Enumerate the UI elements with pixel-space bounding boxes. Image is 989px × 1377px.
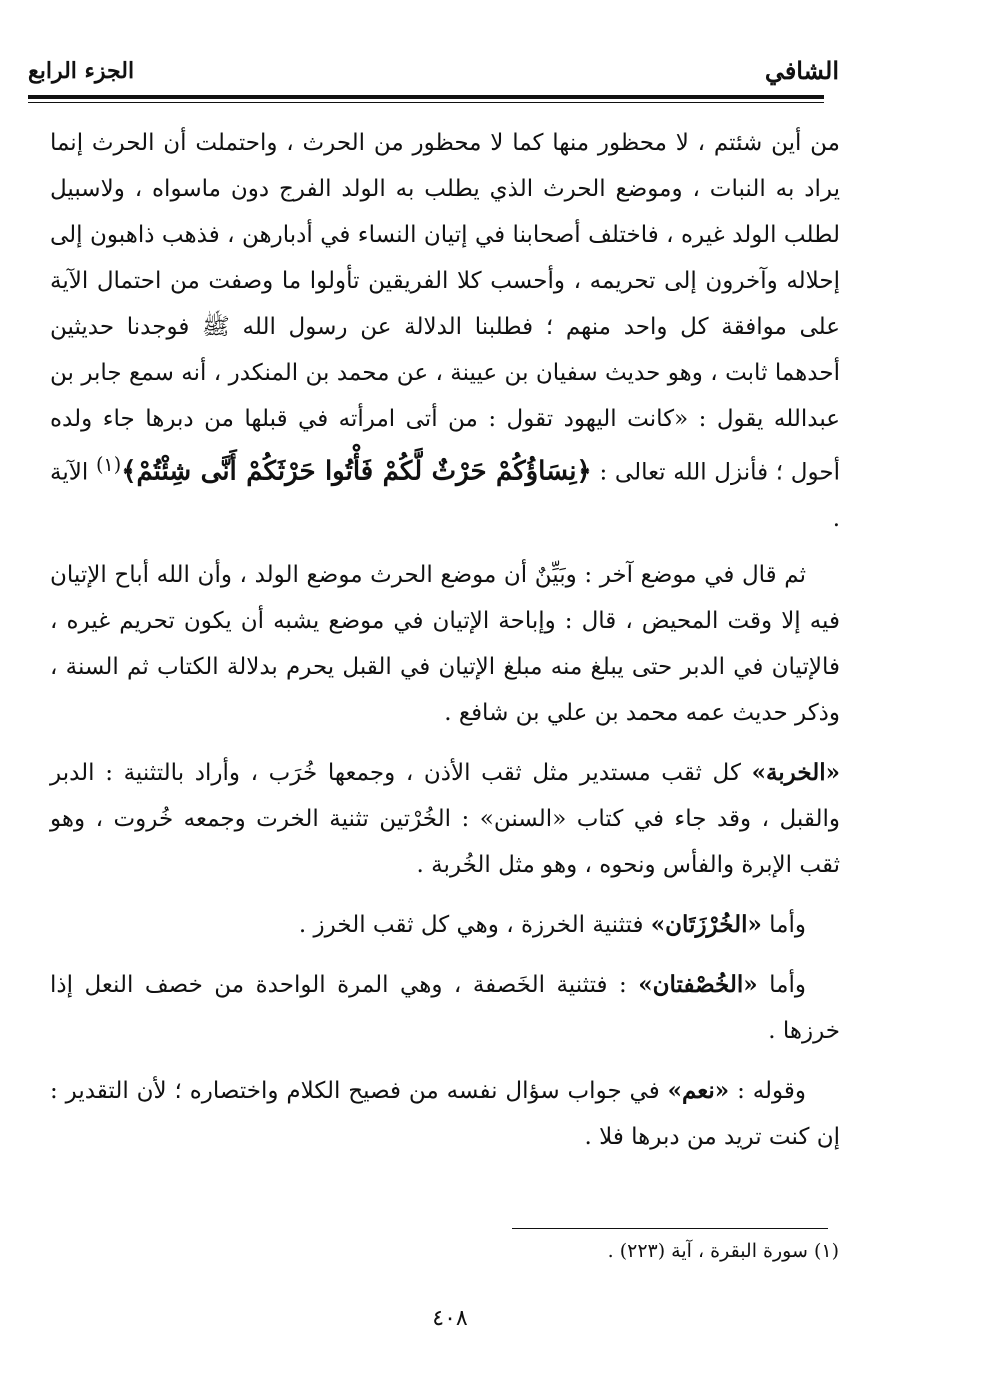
glossary-term: «الخُصْفتان»: [638, 970, 758, 998]
paragraph-text: فتثنية الخرزة ، وهي كل ثقب الخرز .: [298, 911, 644, 938]
paragraph-lead: وأما: [769, 911, 806, 938]
glossary-term: «نعم»: [667, 1076, 730, 1104]
footnote: (١) سورة البقرة ، آية (٢٢٣) .: [607, 1240, 839, 1262]
paragraph-6: [50, 1068, 840, 1160]
paragraph-text: في جواب سؤال نفسه من فصيح الكلام واختصاره ؛ لأن التقدير : إن كنت تريد من دبرها فلا .: [50, 1077, 840, 1150]
paragraph-text: من أين شئتم ، لا محظور منها كما لا محظور من الحرث ، واحتملت أن الحرث إنما يراد به النبات ، وموضع الحرث الذي يطلب به الولد الفرج دون ماسواه ، ولاسبيل لطلب الولد غيره ، فاختلف أصحابنا في إتيان النساء في أدبارهن ، فذهب ذاهبون إلى إحلاله وآخرون إلى تحريمه ، وأحسب كلا الفريقين تأولوا ما وصفت من احتمال الآية على موافقة كل واحد منهم ؛ فطلبنا الدلالة عن رسول الله ﷺ فوجدنا حديثين أحدهما ثابت ، وهو حديث سفيان بن عيينة ، عن محمد بن المنكدر ، أنه سمع جابر بن عبدالله يقول : «كانت اليهود تقول : من أتى امرأته في قبلها من دبرها جاء ولده أحول ؛ فأنزل الله تعالى :: [50, 130, 840, 486]
paragraph-4: [50, 902, 840, 948]
paragraph-1: [50, 120, 840, 542]
paragraph-2: [50, 552, 840, 736]
paragraph-text: كل ثقب مستدير مثل ثقب الأذن ، وجمعها خُرَب ، وأراد بالتثنية : الدبر والقبل ، وقد جاء في كتاب «السنن» : الخُرْتين تثنية الخرت وجمعه خُروت ، وهو ثقب الإبرة والفأس ونحوه ، وهو مثل الخُربة .: [50, 759, 840, 878]
header-rule-thin: [28, 102, 824, 103]
page-number: ٤٠٨: [432, 1306, 468, 1331]
book-title: الشافي: [764, 56, 839, 85]
footnote-separator: [512, 1228, 828, 1229]
quran-verse: ﴿نِسَاؤُكُمْ حَرْثٌ لَّكُمْ فَأْتُوا حَرْثَكُمْ أَنَّى شِئْتُمْ﴾: [121, 456, 592, 487]
paragraph-lead: وقوله :: [737, 1077, 807, 1104]
paragraph-text: الآية .: [50, 459, 840, 532]
main-text: [50, 120, 840, 1174]
paragraph-text: : فتثنية الخَصفة ، وهي المرة الواحدة من خصف النعل إذا خرزها .: [50, 971, 840, 1044]
paragraph-3: [50, 750, 840, 888]
paragraph-5: [50, 962, 840, 1054]
header-rule-thick: [28, 95, 824, 99]
running-header: [28, 52, 839, 96]
paragraph-text: ثم قال في موضع آخر : وبَيِّنٌ أن موضع الحرث موضع الولد ، وأن الله أباح الإتيان فيه إلا وقت المحيض ، قال : وإباحة الإتيان في موضع يشبه أن يكون تحريم غيره ، فالإتيان في الدبر حتى يبلغ منه مبلغ الإتيان في القبل يحرم بدلالة الكتاب ثم السنة ، وذكر حديث عمه محمد بن علي بن شافع .: [50, 561, 840, 726]
footnote-marker[interactable]: (١): [95, 453, 122, 476]
glossary-term: «الخربة»: [751, 758, 840, 786]
part-label: الجزء الرابع: [28, 58, 135, 84]
glossary-term: «الخُرْزَتَان»: [650, 910, 762, 938]
paragraph-lead: وأما: [769, 971, 806, 998]
